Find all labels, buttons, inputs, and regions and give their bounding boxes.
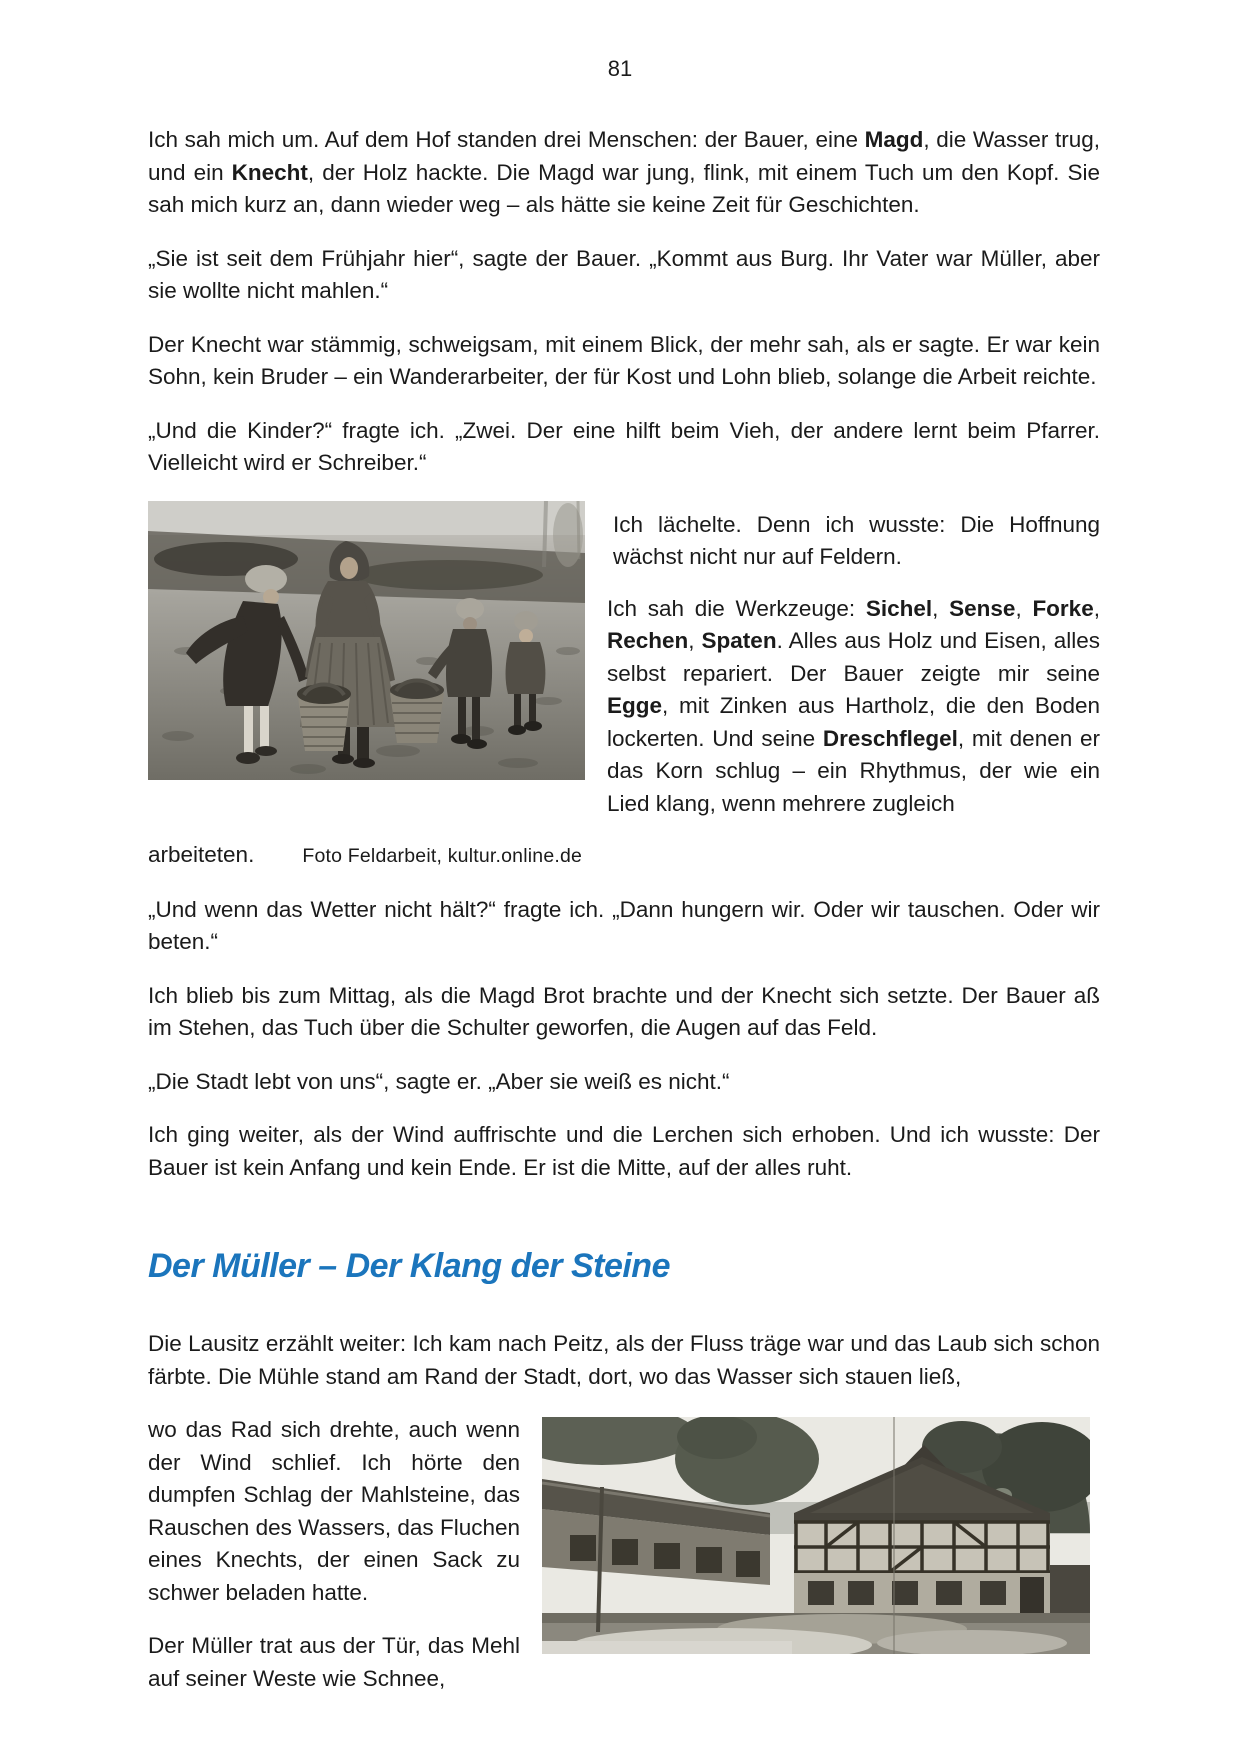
paragraph-6-text: Ich sah die Werkzeuge: [607,595,866,621]
paragraph-6-text: , [1015,595,1033,621]
paragraph-6-text: , [932,595,950,621]
bold-term-rechen: Rechen [607,628,689,653]
bold-term-forke: Forke [1032,595,1094,621]
paragraph-8: Ich blieb bis zum Mittag, als die Magd Brot brachte und der Knecht sich setzte. Der Bauer aß im Stehen, das Tuch über die Schulter geworfen, die Augen auf das Feld. [148,982,1100,1040]
paragraph-6-text: , mit Zinken aus Hartholz, die den Boden lockerten. Und seine [607,693,1100,751]
bold-term-spaten: Spaten [701,628,777,653]
page-content [148,124,1100,1716]
paragraph-9: „Die Stadt lebt von uns“, sagte er. „Aber sie weiß es nicht.“ [148,1068,730,1094]
paragraph-4: „Und die Kinder?“ fragte ich. „Zwei. Der eine hilft beim Vieh, der andere lernt beim Pfarrer. Vielleicht wird er Schreiber.“ [148,417,1100,475]
photo-caption: Foto Feldarbeit, kultur.online.de [302,845,583,867]
bold-term-sense: Sense [949,595,1016,621]
paragraph-6-text: , mit denen er das Korn schlug – ein Rhythmus, der wie ein Lied klang, wenn mehrere zugleich [607,725,1100,816]
paragraph-5: Ich lächelte. Denn ich wusste: Die Hoffnung wächst nicht nur auf Feldern. [613,511,1100,569]
paragraph-12: Der Müller trat aus der Tür, das Mehl auf seiner Weste wie Schnee, [148,1633,520,1691]
paragraph-6-text: . Alles aus Holz und Eisen, alles selbst repariert. Der Bauer zeigte mir seine [607,628,1100,686]
bold-term-magd: Magd [864,127,924,152]
caption-line [148,839,1100,873]
paragraph-1-text: , der Holz hackte. Die Magd war jung, flink, mit einem Tuch um den Kopf. Sie sah mich kurz an, dann wieder weg – als hätte sie keine Zeit für Geschichten. [148,159,1100,217]
section-heading: Der Müller – Der Klang der Steine [148,1247,670,1285]
paragraph-6-last-word: arbeiteten. [148,842,255,867]
mill-photo-section [148,1414,1100,1716]
bold-term-egge: Egge [607,693,663,718]
paragraph-2: „Sie ist seit dem Frühjahr hier“, sagte der Bauer. „Kommt aus Burg. Ihr Vater war Müller, aber sie wollte nicht mahlen.“ [148,245,1100,303]
paragraph-6-text: , [1093,595,1100,621]
bold-term-knecht: Knecht [231,159,308,185]
paragraph-1 [148,124,1100,222]
paragraph-6 [607,593,1100,821]
paragraph-1-text: , die Wasser trug, und ein [148,127,1100,185]
paragraph-6-text: , [688,628,702,653]
field-photo-side-text [607,501,1100,840]
bold-term-sichel: Sichel [865,595,933,621]
paragraph-10: Ich ging weiter, als der Wind auffrischte und die Lerchen sich erhoben. Und ich wusste: Der Bauer ist kein Anfang und kein Ende. Er ist die Mitte, auf der alles ruht. [148,1122,1100,1180]
mill-photo-side-text [148,1414,520,1716]
paragraph-11b: wo das Rad sich drehte, auch wenn der Wind schlief. Ich hörte den dumpfen Schlag der Mahlsteine, das Rauschen des Wassers, das Fluchen eines Knechts, der einen Sack zu schwer beladen hatte. [148,1417,520,1605]
paragraph-7: „Und wenn das Wetter nicht hält?“ fragte ich. „Dann hungern wir. Oder wir tauschen. Oder wir beten.“ [148,896,1100,954]
paragraph-11a: Die Lausitz erzählt weiter: Ich kam nach Peitz, als der Fluss träge war und das Laub sich schon färbte. Die Mühle stand am Rand der Stadt, dort, wo das Wasser sich stauen ließ, [148,1331,1100,1389]
field-photo-section [148,501,1100,840]
paragraph-3: Der Knecht war stämmig, schweigsam, mit einem Blick, der mehr sah, als er sagte. Er war kein Sohn, kein Bruder – ein Wanderarbeiter, der für Kost und Lohn blieb, solange die Arbeit reichte. [148,331,1100,389]
field-photo [148,501,585,780]
mill-photo [542,1417,1090,1654]
bold-term-dreschflegel: Dreschflegel [822,725,958,751]
paragraph-1-text: Ich sah mich um. Auf dem Hof standen drei Menschen: der Bauer, eine [148,127,865,152]
page-number: 81 [607,56,633,81]
